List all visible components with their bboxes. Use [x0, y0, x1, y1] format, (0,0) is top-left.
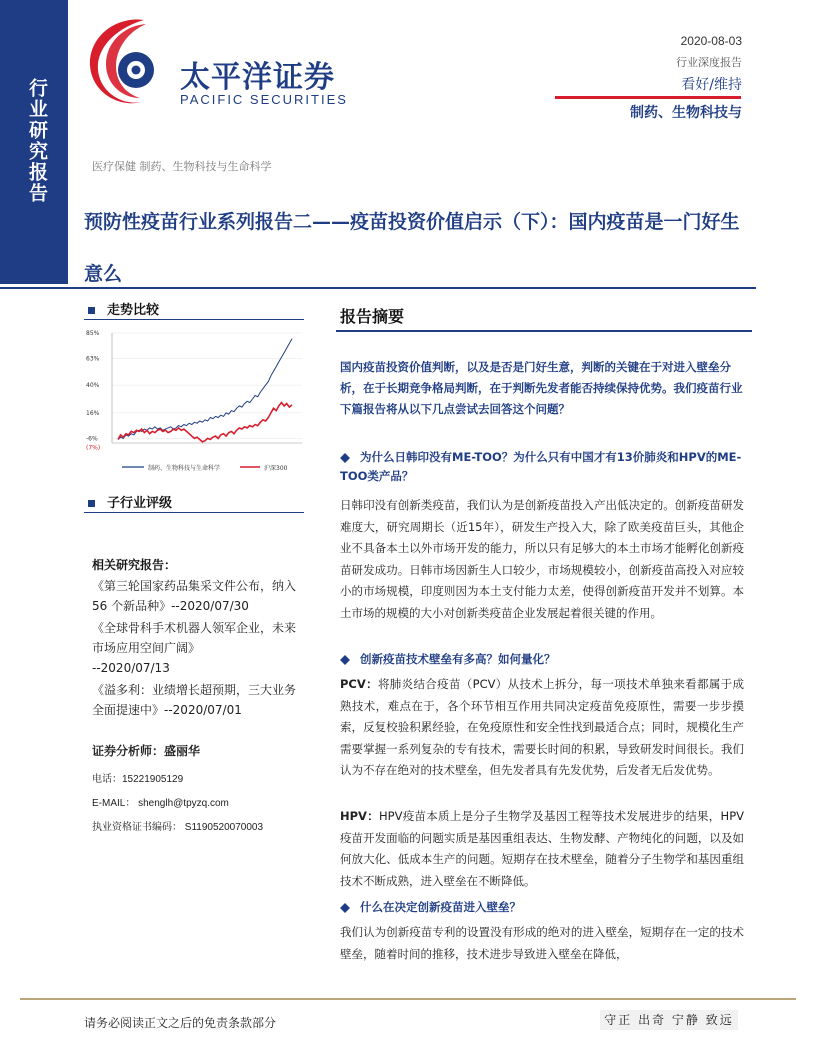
brand-name-en: PACIFIC SECURITIES — [180, 92, 348, 107]
brand-logo-icon — [82, 14, 178, 110]
paragraph-2: PCV：将肺炎结合疫苗（PCV）从技术上拆分，每一项技术单独来看都属于成熟技术，难点在于，各个环节相互作用共同决定疫苗免疫原性，需要一步步摸索，反复校验积累经验，在免疫原性和安全性找到最适合点；同时，规模化生产需要掌握一系列复杂的专有技术，需要长时间的积累，导致研发时间很长。我们认为不存在绝对的技术壁垒，但先发者具有先发优势，后发者无后发优势。 — [340, 677, 745, 777]
y-tick-label: 40% — [86, 382, 100, 390]
report-type: 行业深度报告 — [676, 56, 742, 69]
question-1: 为什么日韩印没有ME-TOO？为什么只有中国才有13价肺炎和HPV的ME-TOO类产品？ — [340, 450, 742, 483]
page-title: 预防性疫苗行业系列报告二——疫苗投资价值启示（下）：国内疫苗是一门好生意么 — [84, 211, 740, 285]
y-tick-label: -6% — [86, 435, 98, 443]
question-3: 什么在决定创新疫苗进入壁垒？ — [340, 898, 744, 917]
chart-series-sector — [118, 339, 292, 440]
y-tick-label: (7%) — [86, 444, 101, 452]
analyst-phone: 电话：15221905129 — [92, 774, 184, 785]
header-red-bar — [555, 96, 741, 99]
trend-divider — [84, 319, 304, 320]
y-tick-label: 63% — [86, 355, 100, 363]
subindustry-divider — [84, 512, 304, 513]
footer-motto: 守正 出奇 宁静 致远 — [600, 1010, 738, 1030]
square-bullet-icon — [88, 500, 95, 507]
diamond-bullet-icon — [340, 453, 350, 463]
related-heading: 相关研究报告： — [92, 558, 177, 572]
header-sector: 制药、生物科技与 — [630, 105, 742, 121]
paragraph-3: HPV：HPV疫苗本质上是分子生物学及基因工程等技术发展进步的结果，HPV疫苗开发面临的问题实质是基因重组表达、生物发酵、产物纯化的问题，以及如何放大化、低成本生产的问题。短期存在技术壁垒，随着分子生物学和基因重组技术不断成熟，进入壁垒在不断降低。 — [340, 809, 744, 888]
summary-intro: 国内疫苗投资价值判断，以及是否是门好生意，判断的关键在于对进入壁垒分析，在于长期竞争格局判断，在于判断先发者能否持续保持优势。我们疫苗行业下篇报告将从以下几点尝试去回答这个问题？ — [340, 360, 743, 416]
report-date: 2020-08-03 — [680, 34, 742, 48]
trend-heading: 走势比较 — [88, 299, 159, 318]
title-divider — [0, 287, 756, 289]
related-item[interactable]: 《第三轮国家药品集采文件公布，纳入 56 个新品种》--2020/07/30 — [92, 579, 297, 613]
analyst-email[interactable]: E-MAIL： shenglh@tpyzq.com — [92, 798, 229, 809]
footer-divider — [20, 998, 796, 1000]
legend-label-sector: 制药、生物科技与生命科学 — [148, 465, 221, 472]
paragraph-1: 日韩印没有创新类疫苗，我们认为是创新疫苗投入产出低决定的。创新疫苗研发难度大，研究周期长（近15年），研发生产投入大，除了欧美疫苗巨头，其他企业不具备本土以外市场开发的能力，所以只有足够大的本土市场才能孵化创新疫苗研发成功。日韩市场因新生人口较少，市场规模较小，创新疫苗高投入对应较小的市场规模，印度则因为本土支付能力太差，使得创新疫苗开发并不划算。本土市场的规模的大小对创新类疫苗企业发展起着很关键的作用。 — [340, 498, 744, 620]
sidebar-label: 行业研究报告 — [26, 78, 48, 204]
summary-heading: 报告摘要 — [340, 307, 405, 326]
diamond-bullet-icon — [340, 903, 350, 913]
square-bullet-icon — [88, 307, 95, 314]
breadcrumb: 医疗保健 制药、生物科技与生命科学 — [92, 160, 272, 173]
summary-divider — [336, 330, 752, 332]
chart-series-hs300 — [118, 403, 292, 442]
question-2: 创新疫苗技术壁垒有多高？如何量化？ — [340, 650, 744, 669]
y-tick-label: 16% — [86, 409, 100, 417]
diamond-bullet-icon — [340, 655, 350, 665]
subindustry-heading: 子行业评级 — [88, 492, 172, 511]
brand-name-cn: 太平洋证券 — [180, 60, 335, 95]
trend-chart — [84, 325, 304, 475]
legend-label-hs300: 沪深300 — [264, 465, 288, 472]
analyst-name: 证券分析师：盛丽华 — [92, 744, 201, 758]
y-tick-label: 85% — [86, 330, 100, 337]
paragraph-4: 我们认为创新疫苗专利的设置没有形成的绝对的进入壁垒，短期存在一定的技术壁垒，随着时间的推移，技术进步导致进入壁垒在降低， — [340, 925, 744, 961]
industry-rating: 看好/维持 — [681, 77, 742, 93]
disclaimer-note: 请务必阅读正文之后的免责条款部分 — [84, 1016, 277, 1030]
analyst-license: 执业资格证书编码： S1190520070003 — [92, 822, 264, 833]
related-item[interactable]: 《溢多利：业绩增长超预期，三大业务全面提速中》--2020/07/01 — [92, 683, 297, 717]
related-item[interactable]: 《全球骨科手术机器人领军企业，未来市场应用空间广阔》 --2020/07/13 — [92, 621, 297, 675]
